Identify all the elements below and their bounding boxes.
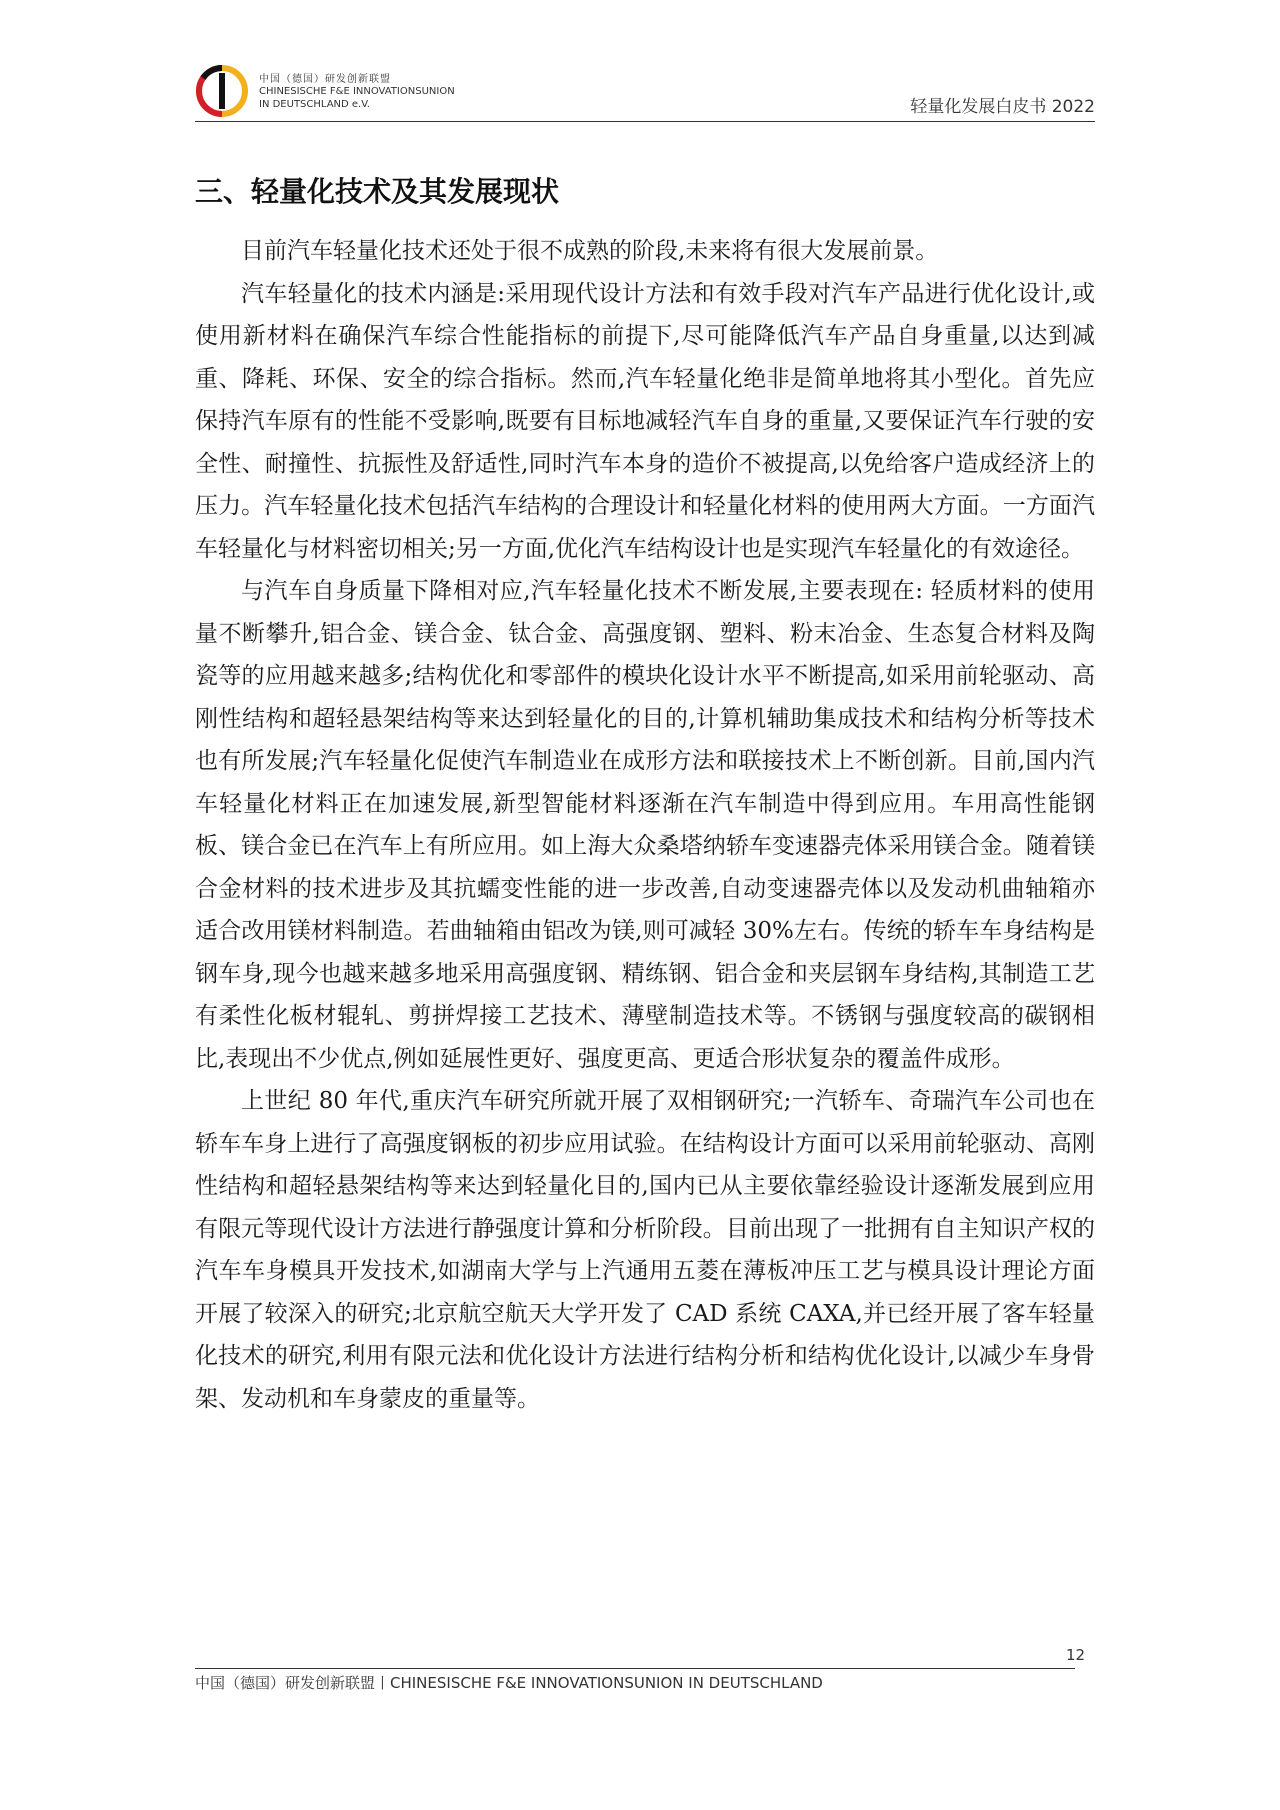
org-name-en-line1: CHINESISCHE F&E INNOVATIONSUNION (259, 86, 455, 97)
paragraph: 汽车轻量化的技术内涵是:采用现代设计方法和有效手段对汽车产品进行优化设计,或使用新材料在确保汽车综合性能指标的前提下,尽可能降低汽车产品自身重量,以达到减重、降耗、环保、安全的综合指标。然而,汽车轻量化绝非是简单地将其小型化。首先应保持汽车原有的性能不受影响,既要有目标地减轻汽车自身的重量,又要保证汽车行驶的安全性、耐撞性、抗振性及舒适性,同时汽车本身的造价不被提高,以免给客户造成经济上的压力。汽车轻量化技术包括汽车结构的合理设计和轻量化材料的使用两大方面。一方面汽车轻量化与材料密切相关;另一方面,优化汽车结构设计也是实现汽车轻量化的有效途径。 (195, 280, 1095, 562)
page-header (195, 58, 1095, 122)
footer-text: 中国（德国）研发创新联盟丨CHINESISCHE F&E INNOVATIONSUNION IN DEUTSCHLAND (195, 1674, 823, 1692)
section-heading: 三、轻量化技术及其发展现状 (195, 175, 560, 208)
org-name-cn: 中国（德国）研发创新联盟 (259, 74, 391, 85)
org-name-en-line2: IN DEUTSCHLAND e.V. (259, 99, 370, 110)
paragraph: 上世纪 80 年代,重庆汽车研究所就开展了双相钢研究;一汽轿车、奇瑞汽车公司也在轿车车身上进行了高强度钢板的初步应用试验。在结构设计方面可以采用前轮驱动、高刚性结构和超轻悬架结构等来达到轻量化目的,国内已从主要依靠经验设计逐渐发展到应用有限元等现代设计方法进行静强度计算和分析阶段。目前出现了一批拥有自主知识产权的汽车车身模具开发技术,如湖南大学与上汽通用五菱在薄板冲压工艺与模具设计理论方面开展了较深入的研究;北京航空航天大学开发了 CAD 系统 CAXA,并已经开展了客车轻量化技术的研究,利用有限元法和优化设计方法进行结构分析和结构优化设计,以减少车身骨架、发动机和车身蒙皮的重量等。 (195, 1088, 1095, 1412)
body-text (195, 230, 1095, 1420)
document-title: 轻量化发展白皮书 2022 (910, 97, 1095, 117)
org-name (259, 70, 455, 111)
org-logo-icon (195, 64, 249, 118)
footer-divider (195, 1668, 1075, 1669)
paragraph: 目前汽车轻量化技术还处于很不成熟的阶段,未来将有很大发展前景。 (241, 238, 939, 264)
header-divider (195, 121, 1095, 122)
paragraph: 与汽车自身质量下降相对应,汽车轻量化技术不断发展,主要表现在: 轻质材料的使用量不断攀升,铝合金、镁合金、钛合金、高强度钢、塑料、粉末冶金、生态复合材料及陶瓷等的应用越来越多;结构优化和零部件的模块化设计水平不断提高,如采用前轮驱动、高刚性结构和超轻悬架结构等来达到轻量化的目的,计算机辅助集成技术和结构分析等技术也有所发展;汽车轻量化促使汽车制造业在成形方法和联接技术上不断创新。目前,国内汽车轻量化材料正在加速发展,新型智能材料逐渐在汽车制造中得到应用。车用高性能钢板、镁合金已在汽车上有所应用。如上海大众桑塔纳轿车变速器壳体采用镁合金。随着镁合金材料的技术进步及其抗蠕变性能的进一步改善,自动变速器壳体以及发动机曲轴箱亦适合改用镁材料制造。若曲轴箱由铝改为镁,则可减轻 30%左右。传统的轿车车身结构是钢车身,现今也越来越多地采用高强度钢、精练钢、铝合金和夹层钢车身结构,其制造工艺有柔性化板材辊轧、剪拼焊接工艺技术、薄壁制造技术等。不锈钢与强度较高的碳钢相比,表现出不少优点,例如延展性更好、强度更高、更适合形状复杂的覆盖件成形。 (195, 578, 1095, 1072)
page-number: 12 (1066, 1646, 1086, 1664)
